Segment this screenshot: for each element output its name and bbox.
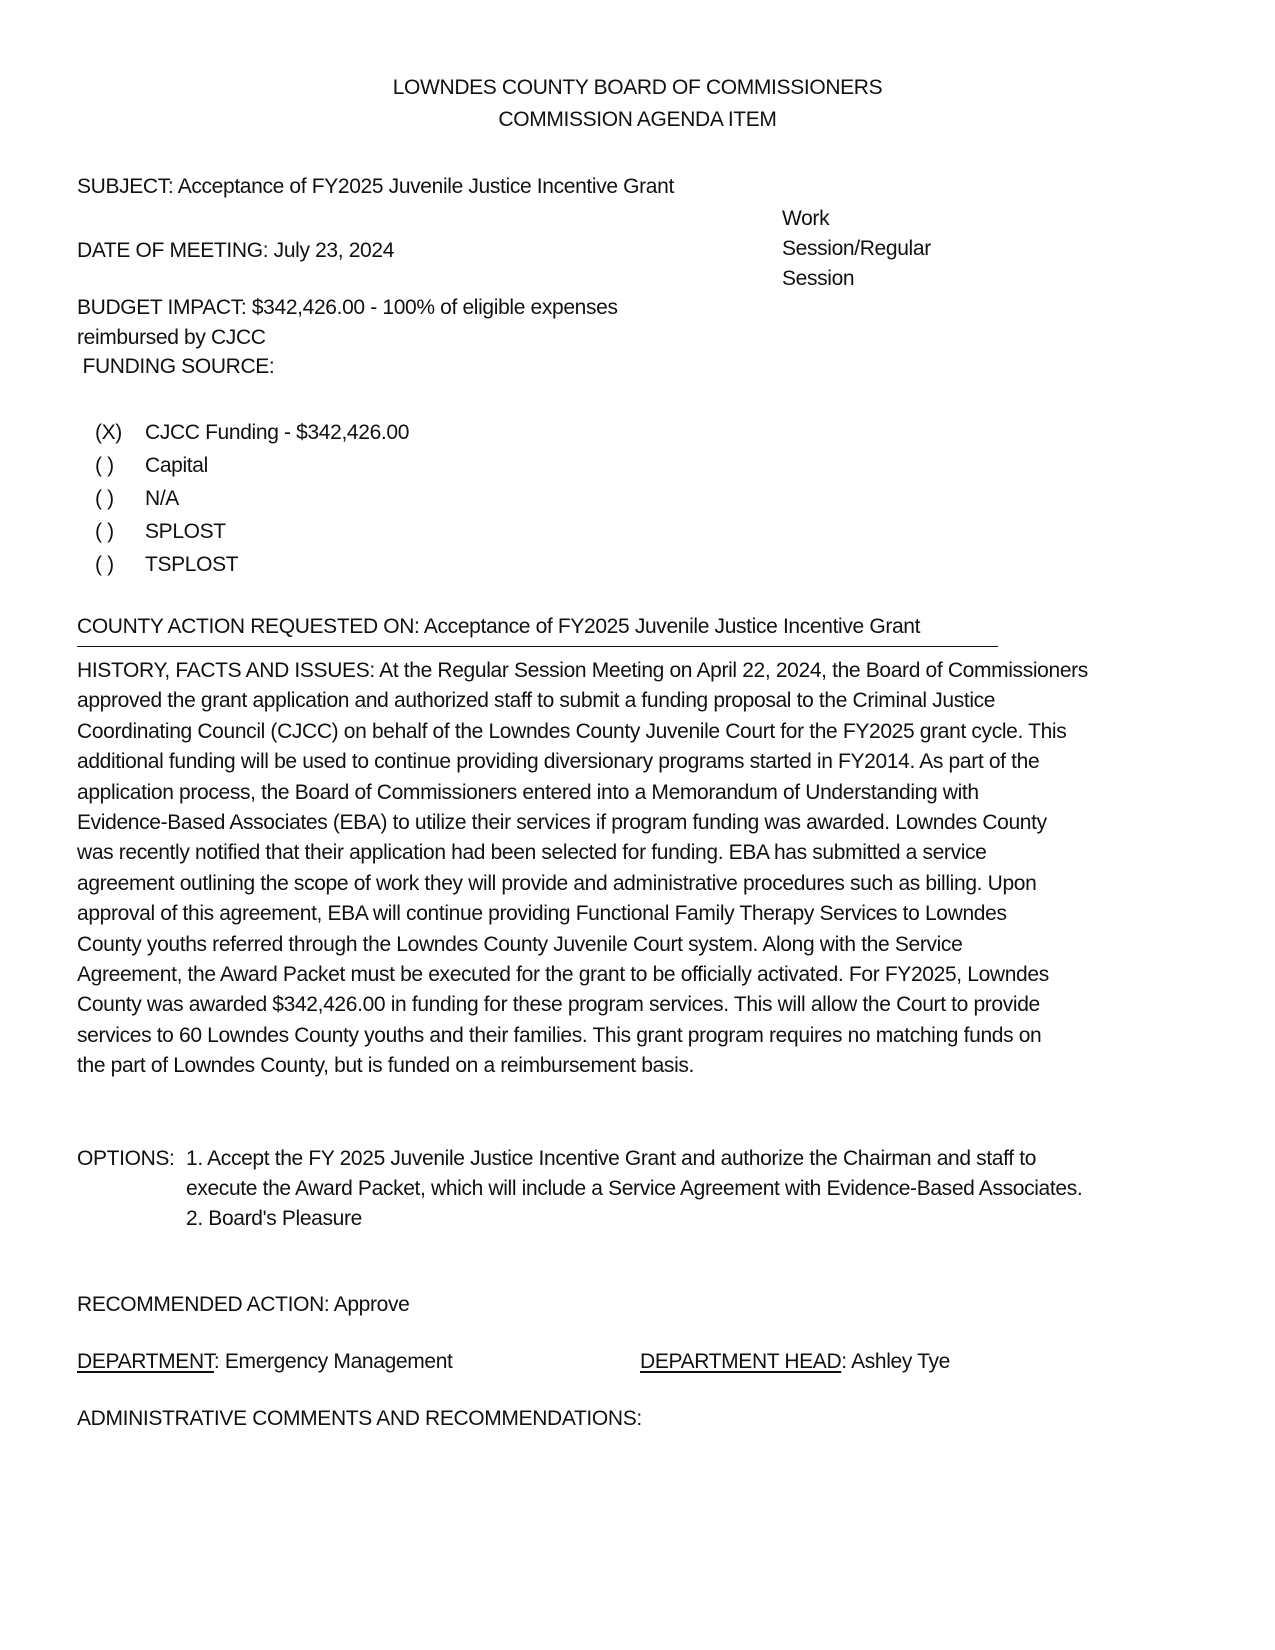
checkbox-mark: (X) (95, 421, 122, 444)
department-label: DEPARTMENT (77, 1350, 214, 1373)
funding-option-label: SPLOST (145, 520, 226, 543)
county-action-requested: COUNTY ACTION REQUESTED ON: Acceptance of FY2025 Juvenile Justice Incentive Grant (77, 615, 921, 638)
history-line: County was awarded $342,426.00 in funding for these program services. This will allow the Court to provide (77, 993, 1040, 1017)
checkbox-mark: ( ) (95, 454, 114, 477)
administrative-comments: ADMINISTRATIVE COMMENTS AND RECOMMENDATIONS: (77, 1407, 642, 1430)
funding-option-label: CJCC Funding - $342,426.00 (145, 421, 410, 444)
department-head-value: : Ashley Tye (841, 1350, 950, 1373)
budget-impact-line2: reimbursed by CJCC (77, 326, 266, 349)
department-head-label: DEPARTMENT HEAD (640, 1350, 842, 1373)
option-2: 2. Board's Pleasure (186, 1207, 362, 1230)
checkbox-mark: ( ) (95, 553, 114, 576)
department-head (640, 1347, 950, 1377)
department-value: : Emergency Management (213, 1350, 453, 1373)
budget-impact-line1: BUDGET IMPACT: $342,426.00 - 100% of eligible expenses (77, 296, 618, 319)
session-type-line3: Session (782, 267, 855, 290)
history-line: approved the grant application and authorized staff to submit a funding proposal to the Criminal Justice (77, 689, 996, 713)
section-divider (77, 646, 998, 647)
funding-option-na (95, 484, 179, 514)
funding-option-tsplost (95, 550, 238, 580)
history-line: approval of this agreement, EBA will continue providing Functional Family Therapy Services to Lowndes (77, 902, 1007, 926)
history-line: additional funding will be used to continue providing diversionary programs started in FY2014. As part of the (77, 750, 1040, 774)
session-type-line1: Work (782, 207, 830, 230)
checkbox-mark: ( ) (95, 520, 114, 543)
history-line: Coordinating Council (CJCC) on behalf of the Lowndes County Juvenile Court for the FY2025 grant cycle. This (77, 719, 1067, 743)
funding-option-label: Capital (145, 454, 208, 477)
header-doc-title: COMMISSION AGENDA ITEM (498, 108, 777, 131)
funding-option-label: N/A (145, 487, 179, 510)
option-1-line1: 1. Accept the FY 2025 Juvenile Justice Incentive Grant and authorize the Chairman and staff to (186, 1147, 1037, 1170)
funding-option-label: TSPLOST (145, 553, 239, 576)
history-line: agreement outlining the scope of work they will provide and administrative procedures such as billing. Upon (77, 871, 1037, 895)
funding-option-splost (95, 517, 226, 547)
recommended-action: RECOMMENDED ACTION: Approve (77, 1293, 410, 1316)
history-line: services to 60 Lowndes County youths and their families. This grant program requires no matching funds on (77, 1023, 1042, 1047)
department (77, 1347, 453, 1377)
history-line: application process, the Board of Commissioners entered into a Memorandum of Understanding with (77, 780, 979, 804)
history-line: was recently notified that their application had been selected for funding. EBA has submitted a service (77, 841, 987, 865)
session-type-line2: Session/Regular (782, 237, 931, 260)
options-label: OPTIONS: (77, 1147, 175, 1170)
history-line: the part of Lowndes County, but is funded on a reimbursement basis. (77, 1054, 695, 1078)
checkbox-mark: ( ) (95, 487, 114, 510)
history-line: Evidence-Based Associates (EBA) to utilize their services if program funding was awarded. Lowndes County (77, 811, 1047, 835)
funding-option-capital (95, 451, 208, 481)
header-org-title: LOWNDES COUNTY BOARD OF COMMISSIONERS (392, 76, 883, 99)
date-of-meeting: DATE OF MEETING: July 23, 2024 (77, 239, 395, 262)
option-1-line2: execute the Award Packet, which will include a Service Agreement with Evidence-Based Associates. (186, 1177, 1083, 1200)
history-facts-issues (77, 656, 1187, 1082)
subject: SUBJECT: Acceptance of FY2025 Juvenile Justice Incentive Grant (77, 175, 674, 198)
history-line: Agreement, the Award Packet must be executed for the grant to be officially activated. For FY2025, Lowndes (77, 963, 1049, 987)
history-line: County youths referred through the Lowndes County Juvenile Court system. Along with the Service (77, 932, 963, 956)
funding-option-cjcc (95, 418, 409, 448)
history-line: HISTORY, FACTS AND ISSUES: At the Regular Session Meeting on April 22, 2024, the Board of Commissioners (77, 659, 1088, 682)
funding-source-label: FUNDING SOURCE: (77, 355, 275, 378)
